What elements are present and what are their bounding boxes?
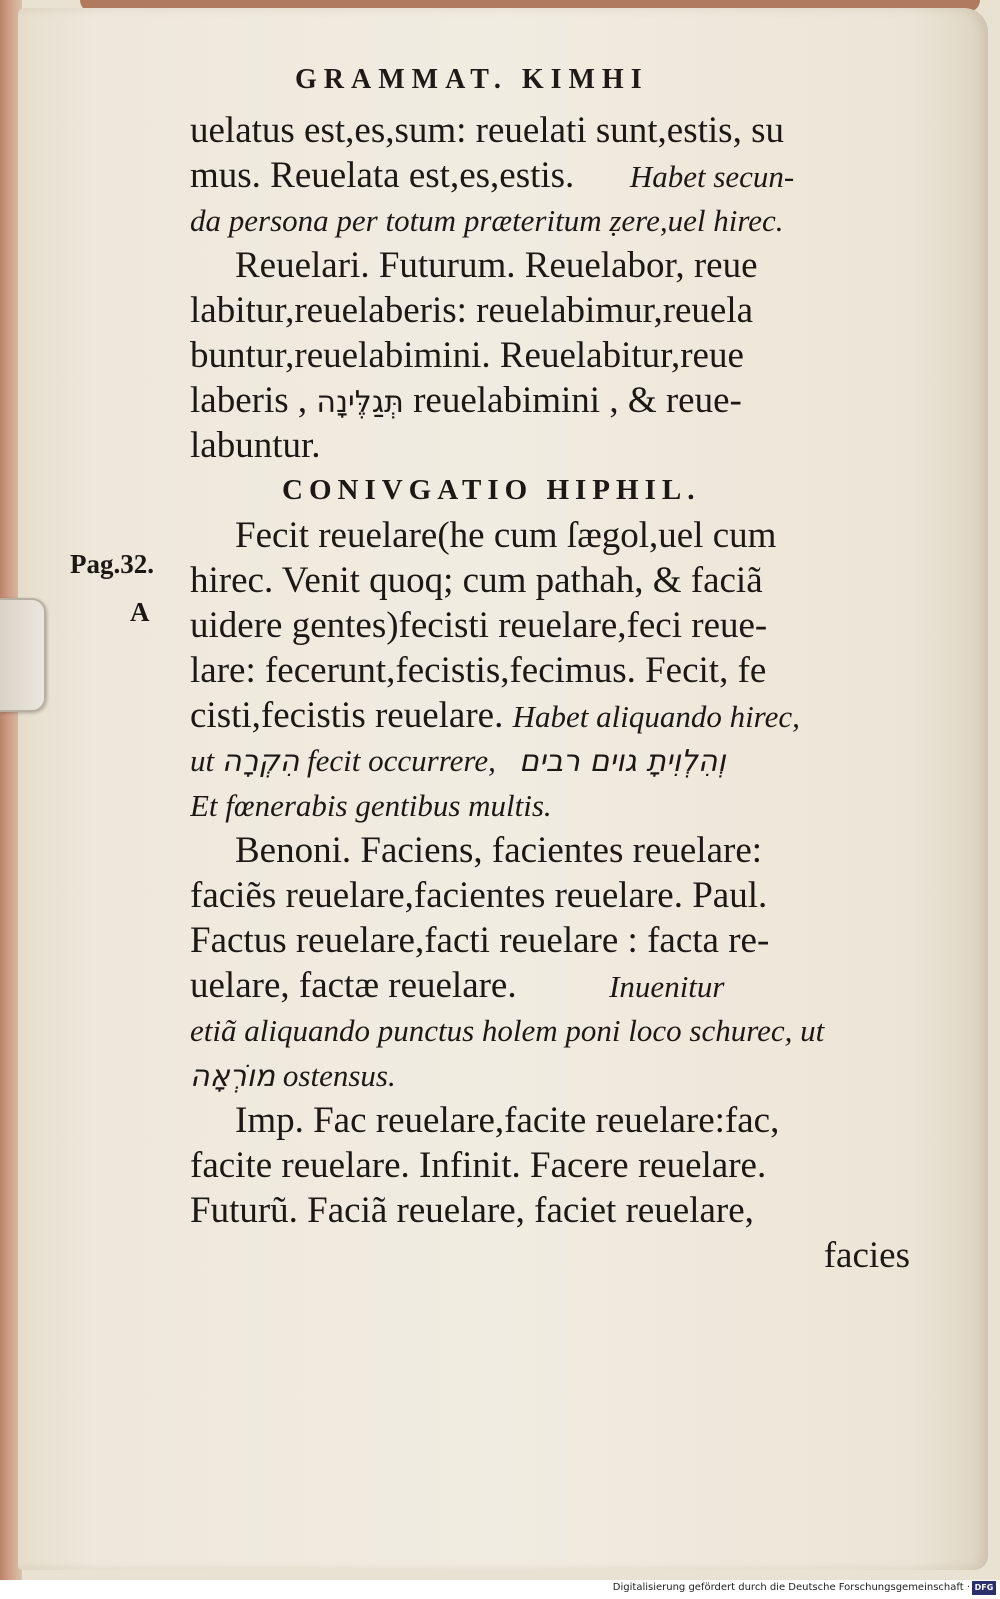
section-heading: CONIVGATIO HIPHIL.: [282, 474, 701, 506]
text-block: [190, 108, 910, 1278]
hebrew-word: הִקְרָה: [221, 744, 300, 779]
margin-note: [70, 540, 180, 636]
hebrew-word: תְּגַלֶּינָה: [316, 385, 404, 420]
margin-page-ref: Pag.32.: [70, 549, 154, 579]
text-line: labitur,reuelaberis: reuelabimur,reuela: [190, 290, 754, 331]
text-line: laberis , תְּגַלֶּינָה reuelabimini , & reue-: [190, 380, 742, 421]
text-line: Reuelari. Futurum. Reuelabor, reue: [235, 245, 758, 286]
text-line: Futurũ. Faciã reuelare, faciet reuelare,: [190, 1190, 754, 1231]
clip-tab: [0, 598, 46, 712]
text-line: מוֹרְאָה ostensus.: [190, 1058, 396, 1094]
text-line: da persona per totum præteritum ẓere,uel hirec.: [190, 203, 784, 238]
margin-letter: A: [130, 597, 150, 627]
text-line: labuntur.: [190, 425, 321, 466]
text-line: hirec. Venit quoq; cum pathah, & faciã: [190, 560, 763, 601]
running-head: GRAMMAT. KIMHI: [295, 64, 649, 95]
text-line: Benoni. Faciens, facientes reuelare:: [235, 830, 763, 871]
text-line: uidere gentes)fecisti reuelare,feci reue-: [190, 605, 768, 646]
text-line: lare: fecerunt,fecistis,fecimus. Fecit, fe: [190, 650, 767, 691]
text-line: facite reuelare. Infinit. Facere reuelare.: [190, 1145, 767, 1186]
text-line: uelatus est,es,sum: reuelati sunt,estis, su: [190, 110, 784, 151]
dfg-logo: DFG: [972, 1581, 996, 1595]
text-line: buntur,reuelabimini. Reuelabitur,reue: [190, 335, 744, 376]
hebrew-word: מוֹרְאָה: [190, 1059, 276, 1094]
catchword: facies: [823, 1235, 910, 1276]
text-line: faciẽs reuelare,facientes reuelare. Paul.: [190, 875, 768, 916]
text-line: Fecit reuelare(he cum ſægol,uel cum: [235, 515, 777, 556]
text-line: mus. Reuelata est,es,estis. Habet secun-: [190, 155, 795, 196]
text-line: Imp. Fac reuelare,facite reuelare:fac,: [235, 1100, 780, 1141]
text-line: Factus reuelare,facti reuelare : facta re-: [190, 920, 770, 961]
funding-credit: Digitalisierung gefördert durch die Deutsche Forschungsgemeinschaft ·: [612, 1582, 970, 1593]
text-line: Et fœnerabis gentibus multis.: [190, 788, 552, 823]
text-line: ut הִקְרָה fecit occurrere, וְהִלְוִיתָ גוים רבים: [190, 743, 726, 779]
text-line: etiã aliquando punctus holem poni loco schurec, ut: [190, 1013, 825, 1048]
text-line: cisti,fecistis reuelare. Habet aliquando hirec,: [190, 695, 800, 736]
text-line: uelare, factæ reuelare. Inuenitur: [190, 965, 725, 1006]
hebrew-phrase: וְהִלְוִיתָ גוים רבים: [519, 744, 726, 779]
